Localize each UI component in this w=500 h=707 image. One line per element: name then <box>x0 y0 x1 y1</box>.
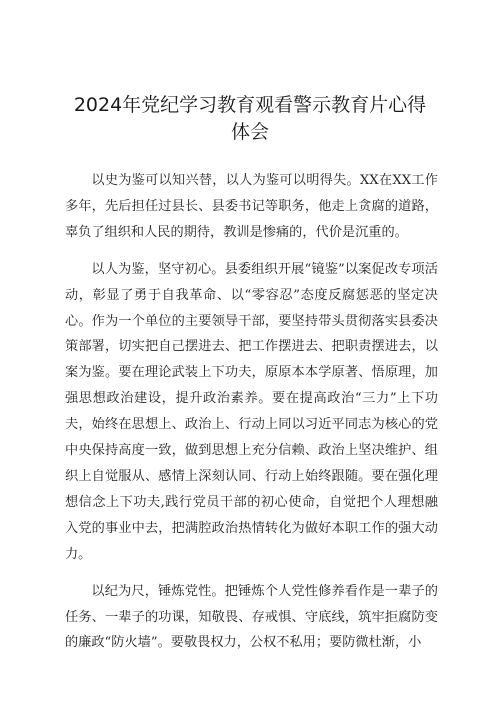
document-body <box>65 168 438 667</box>
paragraph-1: 以史为鉴可以知兴替，以人为鉴可以明得失。XX在XX工作多年，先后担任过县长、县委书记等职务，他走上贪腐的道路，辜负了组织和人民的期待，教训是惨痛的，代价是沉重的。 <box>65 173 438 240</box>
paragraph-2: 以人为鉴，坚守初心。县委组织开展“镜鉴”以案促改专项活动，彰显了勇于自我革命、以“零容忍”态度反腐惩恶的坚定决心。作为一个单位的主要领导干部，要坚持带头贯彻落实县委决策部署，切实把自己摆进去、把工作摆进去、把职责摆进去，以案为鉴。要在理论武装上下功夫，原原本本学原著、悟原理，加强思想政治建设，提升政治素养。要在提高政治“三力”上下功夫，始终在思想上、政治上、行动上同以习近平同志为核心的党中央保持高度一致，做到思想上充分信赖、政治上坚决维护、组织上自觉服从、感情上深刻认同、行动上始终跟随。要在强化理想信念上下功夫,践行党员干部的初心使命，自觉把个人理想融入党的事业中去，把满腔政治热情转化为做好本职工作的强大动力。 <box>65 261 438 562</box>
title-line-2: 体会 <box>230 121 269 143</box>
title-line-1: 2024年党纪学习教育观看警示教育片心得 <box>73 94 427 116</box>
paragraph-3: 以纪为尺，锤炼党性。把锤炼个人党性修养看作是一辈子的任务、一辈子的功课，知敬畏、存戒惧、守底线，筑牢拒腐防变的廉政“防火墙”。要敬畏权力，公权不私用；要防微杜渐，小 <box>65 583 438 651</box>
document-title <box>60 92 440 146</box>
